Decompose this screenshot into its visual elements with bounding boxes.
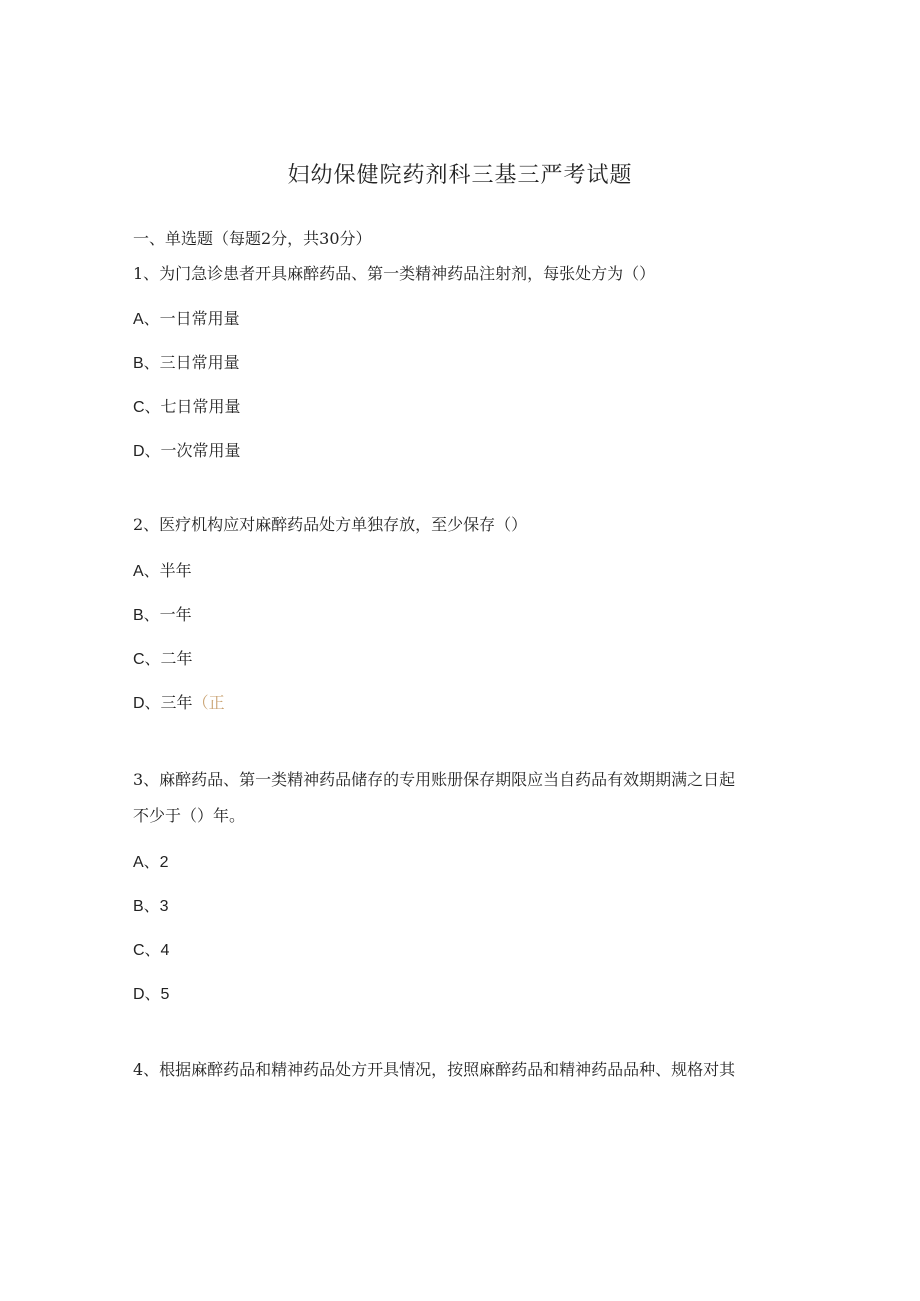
- question-1-option-d: D、一次常用量: [133, 443, 241, 460]
- question-3-option-c: C、4: [133, 942, 170, 959]
- question-3-option-a: A、2: [133, 854, 169, 871]
- question-2-option-d: D、三年: [133, 695, 193, 712]
- question-4-stem: 4、根据麻醉药品和精神药品处方开具情况，按照麻醉药品和精神药品品种、规格对其: [133, 1060, 736, 1079]
- question-1-option-b: B、三日常用量: [133, 355, 240, 372]
- question-1-option-a: A、一日常用量: [133, 311, 240, 328]
- question-2-stem: 2、医疗机构应对麻醉药品处方单独存放，至少保存（）: [133, 515, 528, 534]
- section-heading: 一、单选题（每题2分，共30分）: [133, 229, 372, 248]
- question-2-option-a: A、半年: [133, 563, 192, 580]
- faded-answer-note: （正: [192, 695, 225, 712]
- page-title: 妇幼保健院药剂科三基三严考试题: [287, 163, 633, 188]
- question-2-option-d-line: [133, 693, 225, 715]
- question-1-option-c: C、七日常用量: [133, 399, 241, 416]
- question-3-stem-line-1: 3、麻醉药品、第一类精神药品储存的专用账册保存期限应当自药品有效期期满之日起: [133, 770, 736, 789]
- question-2-option-c: C、二年: [133, 651, 193, 668]
- question-1-stem: 1、为门急诊患者开具麻醉药品、第一类精神药品注射剂，每张处方为（）: [133, 264, 656, 283]
- question-3-option-d: D、5: [133, 986, 170, 1003]
- question-3-option-b: B、3: [133, 898, 169, 915]
- question-3-stem-line-2: 不少于（）年。: [133, 806, 246, 825]
- question-2-option-b: B、一年: [133, 607, 192, 624]
